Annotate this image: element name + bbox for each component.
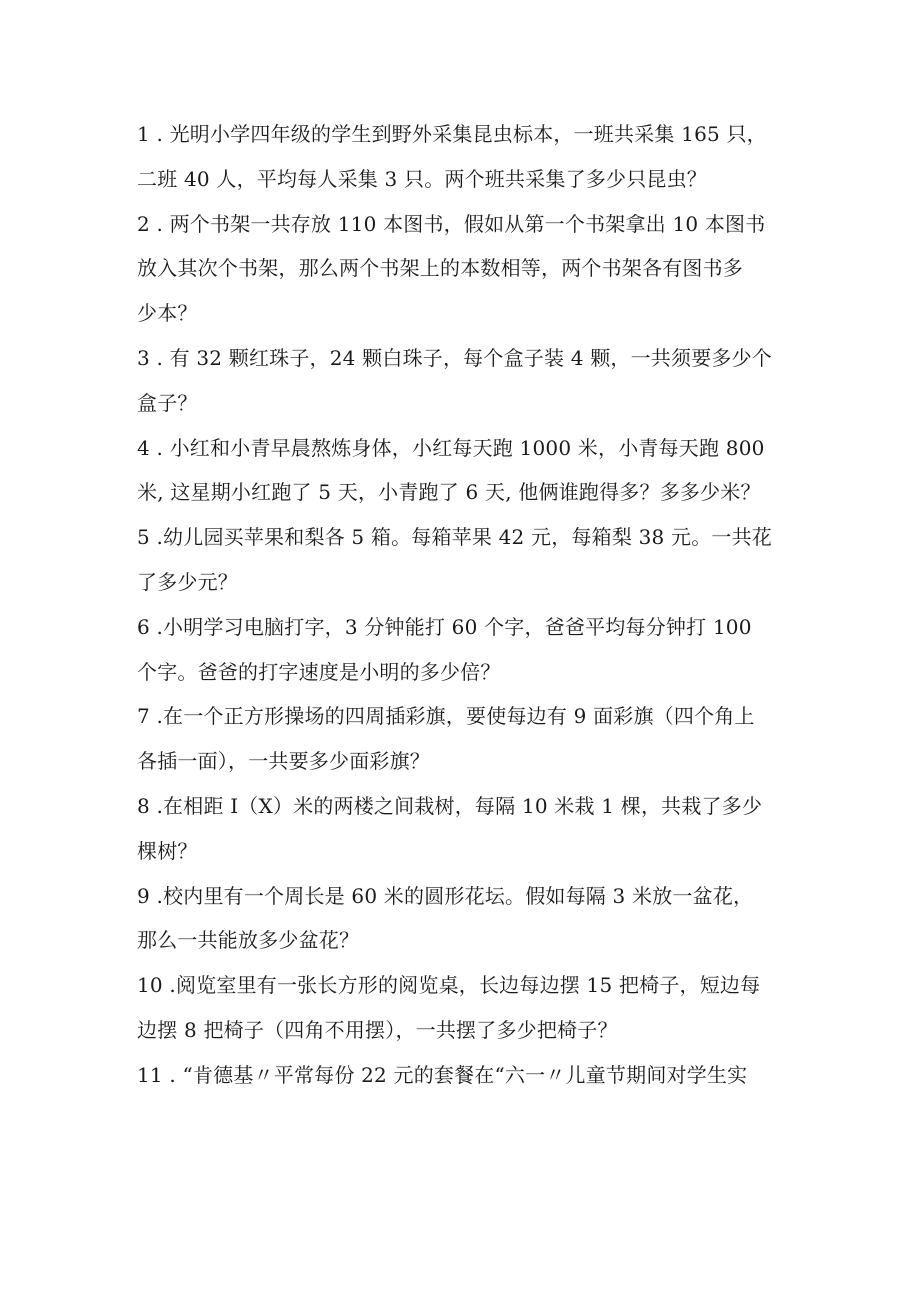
problem-line: 各插一面），一共要多少面彩旗？ xyxy=(137,749,430,774)
problem-line: 二班 40 人，平均每人采集 3 只。两个班共采集了多少只昆虫？ xyxy=(137,166,708,191)
problem-line: 8 .在相距 I（X）米的两楼之间栽树，每隔 10 米栽 1 棵，共栽了多少 xyxy=(137,793,763,818)
problem-line: 米, 这星期小红跑了 5 天，小青跑了 6 天, 他俩谁跑得多？多多少米？ xyxy=(137,480,761,505)
problem-line: 9 .校内里有一个周长是 60 米的圆形花坛。假如每隔 3 米放一盆花， xyxy=(137,883,754,908)
problem-line: 3 . 有 32 颗红珠子，24 颗白珠子，每个盒子装 4 颗，一共须要多少个 xyxy=(137,345,773,370)
problem-line: 6 .小明学习电脑打字，3 分钟能打 60 个字，爸爸平均每分钟打 100 xyxy=(137,614,752,639)
problem-line: 放入其次个书架，那么两个书架上的本数相等，两个书架各有图书多 xyxy=(137,256,743,281)
problem-line: 4 . 小红和小青早晨熬炼身体，小红每天跑 1000 米，小青每天跑 800 xyxy=(137,435,765,460)
problem-line: 棵树？ xyxy=(137,838,198,863)
problem-line: 10 .阅览室里有一张长方形的阅览桌，长边每边摆 15 把椅子，短边每 xyxy=(137,973,761,998)
problem-9 xyxy=(137,874,797,964)
problem-line: 1 . 光明小学四年级的学生到野外采集昆虫标本，一班共采集 165 只， xyxy=(137,122,767,146)
problem-line: 11 . “肯德基〃平常每份 22 元的套餐在“六一〃儿童节期间对学生实 xyxy=(137,1062,748,1087)
problem-line: 7 .在一个正方形操场的四周插彩旗，要使每边有 9 面彩旗（四个角上 xyxy=(137,704,755,729)
problem-list xyxy=(137,112,797,1098)
problem-line: 了多少元？ xyxy=(137,569,238,594)
problem-2 xyxy=(137,202,797,336)
problem-line: 个字。爸爸的打字速度是小明的多少倍？ xyxy=(137,659,501,684)
problem-11 xyxy=(137,1053,797,1098)
problem-7 xyxy=(137,694,797,784)
problem-5 xyxy=(137,515,797,605)
problem-1 xyxy=(137,112,797,202)
problem-line: 那么一共能放多少盆花？ xyxy=(137,928,360,953)
problem-line: 5 .幼儿园买苹果和梨各 5 箱。每箱苹果 42 元，每箱梨 38 元。一共花 xyxy=(137,525,773,550)
problem-3 xyxy=(137,336,797,426)
problem-10 xyxy=(137,963,797,1053)
problem-8 xyxy=(137,784,797,874)
problem-6 xyxy=(137,605,797,695)
problem-line: 少本？ xyxy=(137,301,198,326)
problem-line: 边摆 8 把椅子（四角不用摆），一共摆了多少把椅子？ xyxy=(137,1017,618,1042)
problem-line: 盒子？ xyxy=(137,390,198,415)
problem-4 xyxy=(137,426,797,516)
problem-line: 2 . 两个书架一共存放 110 本图书，假如从第一个书架拿出 10 本图书 xyxy=(137,211,766,236)
